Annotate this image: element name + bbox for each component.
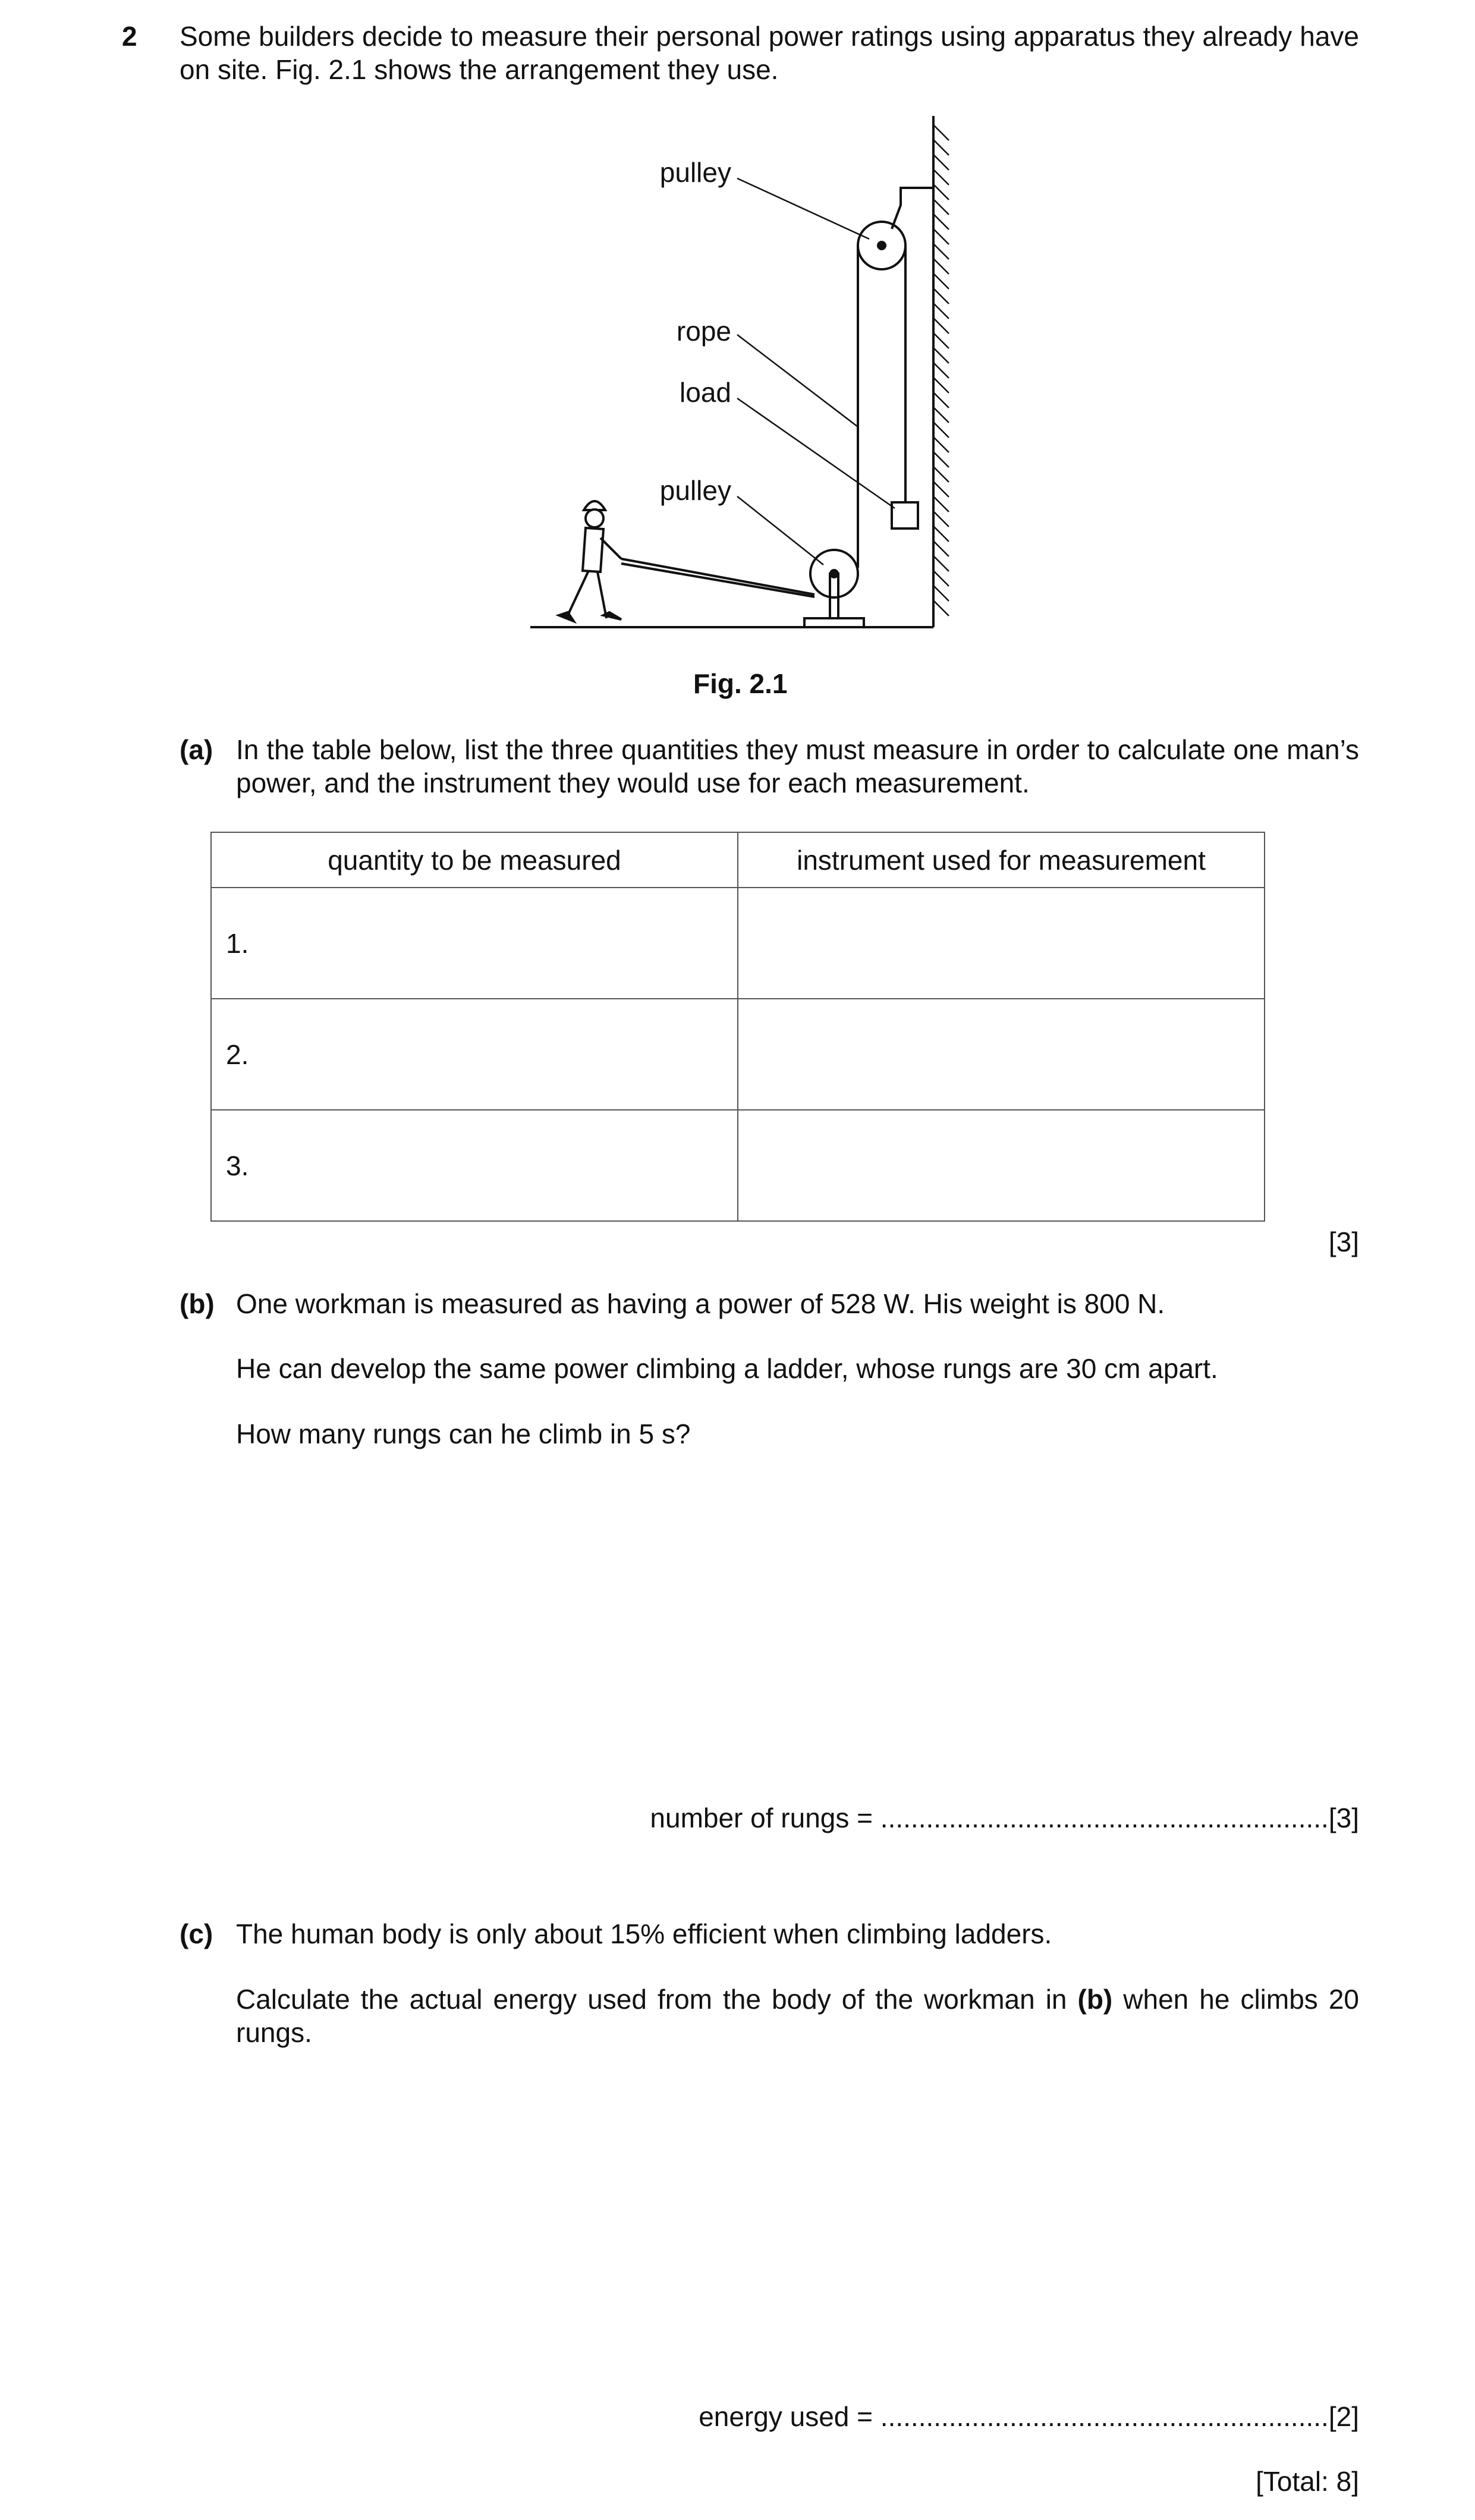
quantity-cell-2[interactable]: 2. [211,999,738,1110]
part-a-text: In the table below, list the three quantities they must measure in order to calculate one man’s power, and the instrument they would use for each measurement. [236,734,1359,798]
label-pulley-bottom: pulley [659,475,731,506]
energy-answer-label: energy used = [699,2401,880,2432]
rungs-answer-label: number of rungs = [650,1802,880,1833]
measurement-table [210,832,1265,1222]
part-c-marks: [2] [1328,2401,1359,2432]
load-block [892,502,918,528]
quantity-cell-1[interactable]: 1. [211,888,738,999]
top-bracket [892,188,933,229]
part-c-line2-ref: (b) [1077,1984,1113,2015]
part-a-marks: [3] [1328,1226,1359,1257]
part-b-line3: How many rungs can he climb in 5 s? [236,1418,691,1449]
label-load: load [680,377,731,408]
table-header-quantity: quantity to be measured [211,832,738,888]
part-c-line2-pre: Calculate the actual energy used from the body of the workman in [236,1984,1078,2015]
part-b-line2: He can develop the same power climbing a ladder, whose rungs are 30 cm apart. [236,1353,1218,1384]
bottom-pulley-base [804,618,864,627]
bottom-pulley-stand [830,574,838,618]
instrument-cell-3[interactable] [738,1110,1265,1221]
energy-answer-line[interactable]: ........................................................... [880,2401,1329,2432]
question-number: 2 [122,21,137,52]
part-c-label: (c) [180,1918,213,1949]
wall-hatching [933,125,949,616]
workman [559,501,621,621]
part-c-line2-post: when he climbs 20 rungs. [236,1984,1359,2048]
part-c-line1: The human body is only about 15% efficient when climbing ladders. [236,1918,1052,1949]
part-b-label: (b) [180,1288,215,1319]
table-row [211,999,1265,1110]
total-marks: [Total: 8] [1256,2466,1359,2497]
label-rope: rope [676,316,731,347]
label-pulley-top: pulley [659,157,731,188]
instrument-cell-2[interactable] [738,999,1265,1110]
part-a-label: (a) [180,734,213,765]
quantity-cell-3[interactable]: 3. [211,1110,738,1221]
table-row [211,888,1265,999]
part-b-line1: One workman is measured as having a power of 528 W. His weight is 800 N. [236,1288,1165,1319]
figure-caption: Fig. 2.1 [693,668,788,699]
instrument-cell-1[interactable] [738,888,1265,999]
rungs-answer-line[interactable]: ........................................................... [880,1802,1329,1833]
part-c-line2 [236,1983,1359,2049]
part-b-answer-row [535,1801,1359,1835]
question-intro: Some builders decide to measure their personal power ratings using apparatus they already have on site. Fig. 2.1 shows the arrangement they use. [180,21,1359,85]
rope-to-man [621,559,814,594]
part-b-marks: [3] [1328,1802,1359,1833]
pulley-apparatus-figure [523,110,951,633]
table-row [211,1110,1265,1221]
part-c-answer-row [535,2400,1359,2433]
table-header-instrument: instrument used for measurement [738,832,1265,888]
